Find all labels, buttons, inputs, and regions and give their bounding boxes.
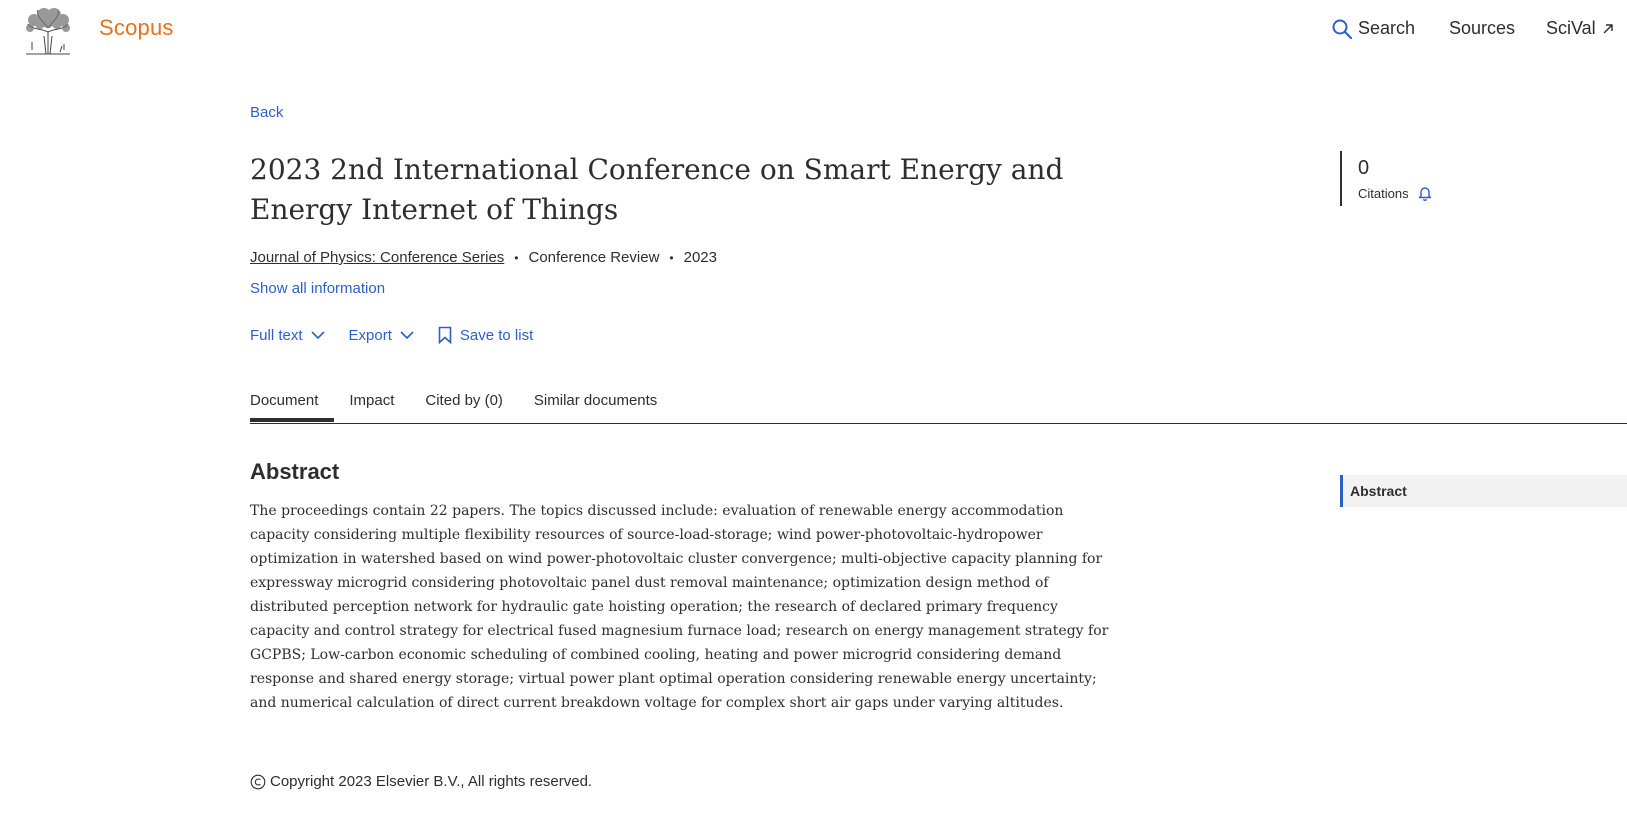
tab-document[interactable]	[250, 392, 318, 422]
search-icon	[1332, 19, 1352, 39]
document-tabs	[250, 392, 688, 422]
nav-scival[interactable]	[1546, 18, 1614, 39]
chevron-down-icon	[400, 331, 414, 340]
citation-count: 0	[1358, 157, 1370, 179]
nav-search[interactable]	[1332, 18, 1415, 39]
tab-cited-by[interactable]	[425, 392, 503, 422]
nav-sources-label: Sources	[1449, 18, 1516, 38]
outline-item-abstract[interactable]: Abstract	[1340, 475, 1627, 507]
full-text-button[interactable]	[250, 327, 325, 344]
meta-separator: •	[514, 250, 519, 265]
meta-separator: •	[669, 250, 674, 265]
save-to-list-button[interactable]	[438, 326, 533, 344]
tab-similar-documents-label: Similar documents	[533, 392, 658, 409]
elsevier-tree-logo-icon[interactable]	[20, 6, 76, 56]
copyright-notice	[250, 773, 592, 790]
citations-label-row	[1358, 185, 1433, 201]
scopus-brand-link[interactable]: Scopus	[99, 15, 174, 40]
nav-search-label: Search	[1358, 18, 1416, 38]
tab-document-label: Document	[250, 392, 319, 409]
tab-cited-by-label: Cited by (0)	[425, 392, 503, 409]
export-button[interactable]	[349, 327, 414, 344]
copyright-text: Copyright 2023 Elsevier B.V., All rights reserved.	[270, 773, 593, 790]
tabs-divider	[250, 423, 1627, 424]
abstract-text: The proceedings contain 22 papers. The topics discussed include: evaluation of renewable energy accommodation capacity considering multiple flexibility resources of source-load-storage; wind power-photovoltaic-hydropower optimization in watershed based on wind power-photovoltaic cluster convergence; multi-objective capacity planning for expressway microgrid considering photovoltaic panel dust removal maintenance; optimization design method of distributed perception network for hydraulic gate hoisting operation; the research of declared primary frequency capacity and control strategy for electrical fused magnesium furnace load; research on energy management strategy for GCPBS; Low-carbon economic scheduling of combined cooling, heating and power microgrid considering demand response and shared energy storage; virtual power plant optimal operation considering renewable energy uncertainty; and numerical calculation of direct current breakdown voltage for complex short air gaps under varying altitudes.	[250, 503, 1109, 711]
citations-panel	[1340, 151, 1433, 206]
tab-similar-documents[interactable]	[534, 392, 657, 422]
citations-label: Citations	[1358, 185, 1409, 201]
full-text-label: Full text	[250, 326, 303, 344]
document-actions	[250, 326, 557, 344]
tab-impact-label: Impact	[349, 392, 395, 409]
save-to-list-label: Save to list	[459, 326, 534, 344]
export-label: Export	[348, 326, 392, 344]
external-link-arrow-icon	[1602, 23, 1614, 35]
journal-link[interactable]: Journal of Physics: Conference Series	[250, 249, 505, 266]
copyright-icon	[250, 774, 266, 790]
bookmark-icon	[438, 326, 452, 344]
chevron-down-icon	[311, 331, 325, 340]
top-header	[0, 0, 1627, 60]
show-all-information-link[interactable]: Show all information	[250, 280, 386, 297]
bell-alert-icon[interactable]	[1417, 185, 1433, 201]
back-link[interactable]: Back	[250, 104, 284, 121]
tab-impact[interactable]	[349, 392, 394, 422]
abstract-heading: Abstract	[250, 459, 340, 484]
document-type: Conference Review	[528, 249, 660, 266]
nav-scival-label: SciVal	[1546, 18, 1596, 38]
nav-sources[interactable]	[1449, 18, 1515, 39]
document-meta	[250, 249, 717, 266]
document-year: 2023	[683, 249, 717, 266]
document-title: 2023 2nd International Conference on Smart Energy and Energy Internet of Things	[250, 153, 1064, 226]
